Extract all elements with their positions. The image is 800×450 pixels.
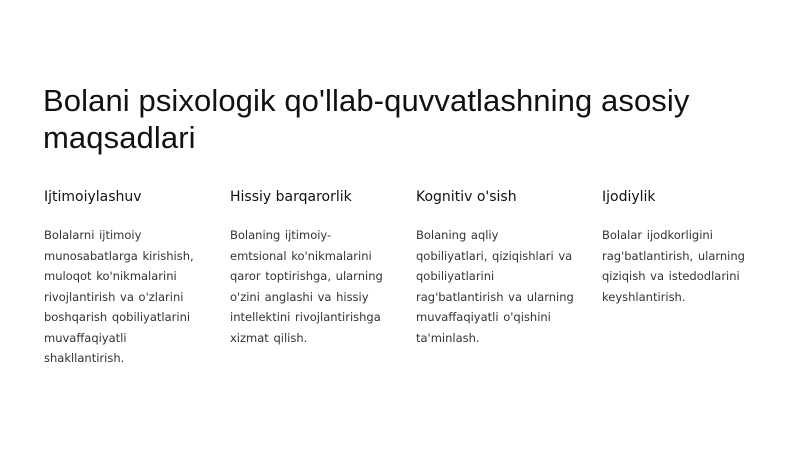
column-text: Bolaning aqliy qobiliyatlari, qiziqishlari va qobiliyatlarini rag'batlantirish va ularning muvaffaqiyatli o'qishini ta'minlash. <box>416 228 574 345</box>
slide-title: Bolani psixologik qo'llab-quvvatlashning asosiy maqsadlari <box>43 83 690 155</box>
column-heading: Hissiy barqarorlik <box>230 189 352 205</box>
column-text: Bolalarni ijtimoiy munosabatlarga kirishish, muloqot ko'nikmalarini rivojlantirish va o'zlarini boshqarish qobiliyatlarini muvaffaqiyatli shakllantirish. <box>44 228 194 365</box>
column-text: Bolaning ijtimoiy-emtsional ko'nikmalarini qaror toptirishga, ularning o'zini anglashi va hissiy intellektini rivojlantirishga xizmat qilish. <box>230 228 383 345</box>
goal-column-emotional-stability <box>230 188 386 348</box>
goal-column-socialization <box>44 188 206 369</box>
column-text: Bolalar ijodkorligini rag'batlantirish, ularning qiziqish va istedodlarini keyshlantirish. <box>602 228 745 304</box>
goal-column-creativity <box>602 188 752 307</box>
column-heading: Kognitiv o'sish <box>416 189 517 205</box>
column-heading: Ijtimoiylashuv <box>44 189 142 205</box>
column-heading: Ijodiylik <box>602 189 656 205</box>
goal-column-cognitive-growth <box>416 188 574 348</box>
